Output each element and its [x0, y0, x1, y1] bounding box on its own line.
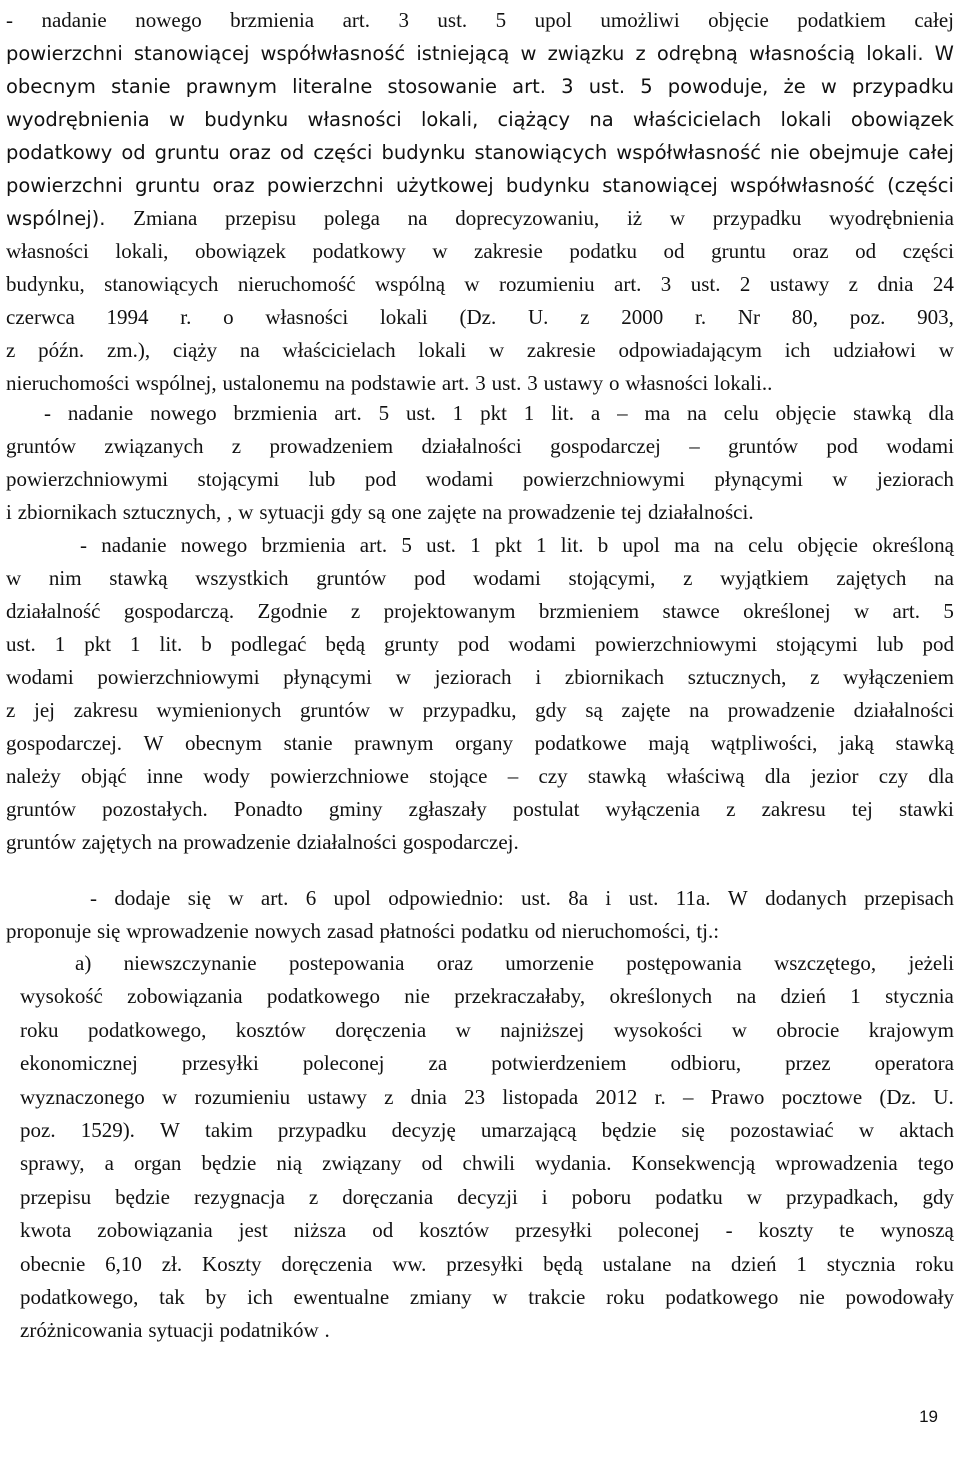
text-line: ust. 1 pkt 1 lit. b podlegać będą grunty pod wodami powierzchniowymi stojącymi lub pod	[6, 632, 954, 656]
text-line: własności lokali, obowiązek podatkowy w zakresie podatku od gruntu oraz od części	[6, 239, 954, 263]
text-line: z jej zakresu wymienionych gruntów w przypadku, gdy są zajęte na prowadzenie działalności	[6, 698, 954, 722]
text-line: gruntów zajętych na prowadzenie działalności gospodarczej.	[6, 830, 519, 854]
text-line: przepisu będzie rezygnacja z doręczania decyzji i poboru podatku w przypadkach, gdy	[20, 1184, 954, 1209]
text-line: podatkowego, tak by ich ewentualne zmiany w trakcie roku podatkowego nie powodowały	[20, 1285, 954, 1309]
text-line: obecnie 6,10 zł. Koszty doręczenia ww. przesyłki będą ustalane na dzień 1 stycznia roku	[20, 1251, 954, 1276]
text-line: powierzchniowymi stojącymi lub pod wodami powierzchniowymi płynącymi w jeziorach	[6, 467, 954, 491]
text-line: wysokość zobowiązania podatkowego nie przekraczałaby, określonych na dzień 1 stycznia	[20, 984, 954, 1009]
text-line: gruntów związanych z prowadzeniem działalności gospodarczej – gruntów pod wodami	[6, 434, 954, 458]
text-line: z późn. zm.), ciąży na właścicielach lokali w zakresie odpowiadającym ich udziałowi w	[6, 338, 954, 362]
text-line: należy objąć inne wody powierzchniowe stojące – czy stawką właściwą dla jezior czy dla	[6, 764, 954, 788]
text-line: obecnym stanie prawnym literalne stosowanie art. 3 ust. 5 powoduje, że w przypadku	[6, 75, 954, 98]
text-line: i zbiornikach sztucznych, , w sytuacji gdy są one zajęte na prowadzenie tej działalności.	[6, 500, 754, 524]
text-line: gruntów pozostałych. Ponadto gminy zgłaszały postulat wyłączenia z zakresu tej stawki	[6, 797, 954, 821]
text-line: - nadanie nowego brzmienia art. 5 ust. 1 pkt 1 lit. b upol ma na celu objęcie określoną	[80, 533, 954, 557]
text-line: gospodarczej. W obecnym stanie prawnym organy podatkowe mają wątpliwości, jaką stawką	[6, 731, 954, 755]
text-line: proponuje się wprowadzenie nowych zasad płatności podatku od nieruchomości, tj.:	[6, 919, 720, 943]
text-line: działalność gospodarczą. Zgodnie z projektowanym brzmieniem stawce określonej w art. 5	[6, 599, 954, 623]
text-line: zróżnicowania sytuacji podatników .	[20, 1318, 330, 1343]
text-line: - nadanie nowego brzmienia art. 5 ust. 1 pkt 1 lit. a – ma na celu objęcie stawką dla	[44, 401, 954, 425]
text-line: podatkowy od gruntu oraz od części budynku stanowiących współwłasność nie obejmuje całej	[6, 141, 954, 164]
text-line: - dodaje się w art. 6 upol odpowiednio: ust. 8a i ust. 11a. W dodanych przepisach	[90, 886, 954, 910]
text-line: wspólnej). Zmiana przepisu polega na doprecyzowaniu, iż w przypadku wyodrębnienia	[6, 206, 954, 230]
text-line: budynku, stanowiących nieruchomość wspólną w rozumieniu art. 3 ust. 2 ustawy z dnia 24	[6, 272, 954, 296]
text-line: wodami powierzchniowymi płynącymi w jeziorach i zbiornikach sztucznych, z wyłączeniem	[6, 665, 954, 689]
page-number: 19	[919, 1407, 938, 1426]
text-line: sprawy, a organ będzie nią związany od chwili wydania. Konsekwencją wprowadzenia tego	[20, 1151, 954, 1176]
text-line: wyodrębnienia w budynku własności lokali, ciążący na właścicielach lokali obowiązek	[6, 108, 954, 131]
text-line: poz. 1529). W takim przypadku decyzję umarzającą będzie się pozostawiać w aktach	[20, 1118, 954, 1142]
text-line: wyznaczonego w rozumieniu ustawy z dnia 23 listopada 2012 r. – Prawo pocztowe (Dz. U.	[20, 1084, 954, 1109]
text-line: w nim stawką wszystkich gruntów pod wodami stojącymi, z wyjątkiem zajętych na	[6, 566, 954, 590]
text-line: powierzchni stanowiącej współwłasność istniejącą w związku z odrębną własnością lokali. W	[6, 42, 954, 65]
text-line: powierzchni gruntu oraz powierzchni użytkowej budynku stanowiącej współwłasność (części	[6, 174, 954, 197]
text-line: czerwca 1994 r. o własności lokali (Dz. U. z 2000 r. Nr 80, poz. 903,	[6, 305, 954, 329]
text-line: a) niewszczynanie postepowania oraz umorzenie postępowania wszczętego, jeżeli	[75, 951, 954, 975]
text-line: nieruchomości wspólnej, ustalonemu na podstawie art. 3 ust. 3 ustawy o własności lokali..	[6, 371, 773, 395]
text-line: kwota zobowiązania jest niższa od kosztów przesyłki poleconej - koszty te wynoszą	[20, 1218, 954, 1243]
text-line: ekonomicznej przesyłki poleconej za potwierdzeniem odbioru, przez operatora	[20, 1051, 954, 1076]
text-line: - nadanie nowego brzmienia art. 3 ust. 5 upol umożliwi objęcie podatkiem całej	[6, 8, 954, 32]
text-line: roku podatkowego, kosztów doręczenia w najniższej wysokości w obrocie krajowym	[20, 1017, 954, 1042]
